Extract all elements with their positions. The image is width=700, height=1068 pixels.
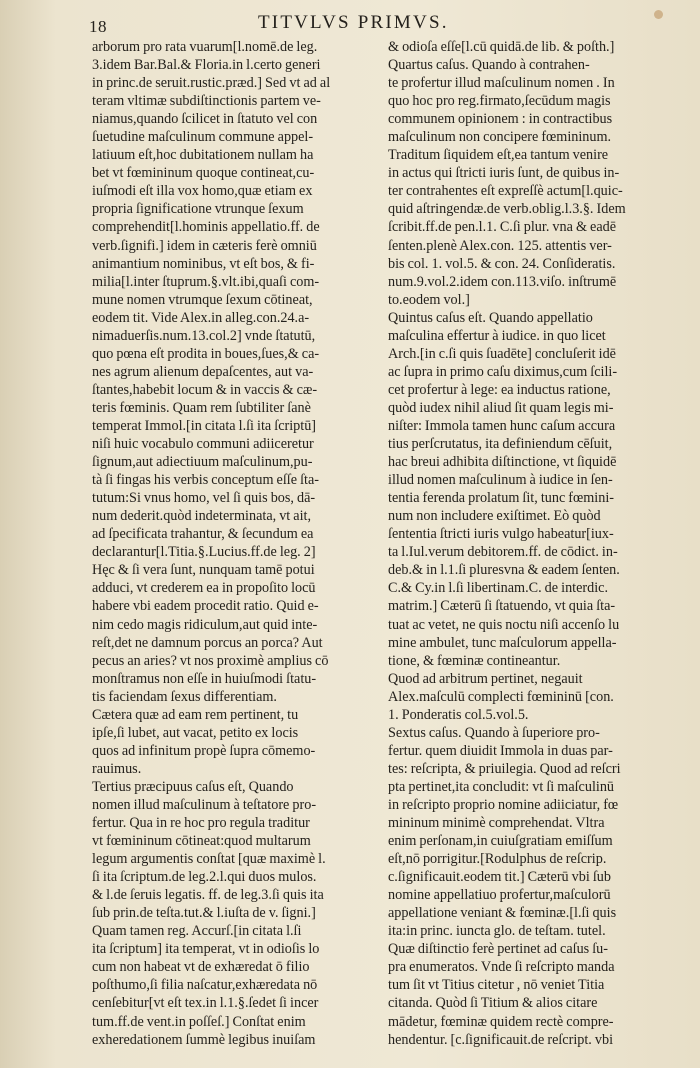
left-column xyxy=(92,38,368,1049)
paragraph: Cætera quæ ad eam rem pertinent, tu ipſe,ſi lubet, aut vacat, petito ex locis quos ad infinitum propè ſupra cōmemo- rauimus. xyxy=(92,706,316,777)
paper-stain xyxy=(654,10,663,19)
paragraph: Quod ad arbitrum pertinet, negauit Alex.maſculū complecti fœmininū [con. 1. Ponderatis col.5.vol.5. xyxy=(388,670,614,723)
running-head: TITVLVS PRIMVS. xyxy=(258,12,449,33)
paragraph: arborum pro rata vuarum[l.nomē.de leg. 3.idem Bar.Bal.& Floria.in l.certo generi in princ.de seruit.rustic.præd.] Sed vt ad al teram vltimæ subdiſtinctionis partem ve- niamus,quando ſcilicet in ſtatuto vel con ſuetudine maſculinum commune appel- latiuum eſt,hoc dubitationem nullam ha bet vt fœmininum quoque contineat,cu- iuſmodi eſt illa vox homo,quæ etiam ex propria ſignificatione vtrunque ſexum comprehendit[l.hominis appellatio.ff. de verb.ſignifi.] idem in cæteris ferè omniū animantium nominibus, vt eſt bos, & fi- milia[l.inter ſtuprum.§.vlt.ibi,quaſi com- mune nomen vtrumque ſexum cōtineat, eodem tit. Vide Alex.in alleg.con.24.a- nimaduerſis.num.13.col.2] vnde ſtatutū, quo pœna eſt prodita in boues,ſues,& ca- nes agrum alienum depaſcentes, aut va- ſtantes,habebit locum & in vaccis & cæ- teris fœminis. Quam rem ſubtiliter ſanè temperat Immol.[in citata l.ſi ita ſcriptū] niſi huic vocabulo communi adiiceretur ſignum,aut adiectiuum maſculinum,pu- tà ſi fingas his verbis conceptum eſſe ſta- tutum:Si vnus homo, vel ſi quis bos, dā- num dederit.quòd indeterminata, vt ait, ad ſpecificata trahantur, & ſecundum ea declarantur[l.Titia.§.Lucius.ff.de leg. 2] Hęc & ſi vera ſunt, nunquam tamē potui adduci, vt crederem ea in propoſito locū habere vbi eadem procedit ratio. Quid e- nim cedo magis ridiculum,aut quid inte- reſt,det ne damnum porcus an porca? Aut pecus an aries? vt nos proximè amplius cō monſtramus non eſſe in huiuſmodi ſtatu- tis faciendam ſexus differentiam. xyxy=(92,39,331,705)
paragraph: Tertius præcipuus caſus eſt, Quando nomen illud maſculinum à teſtatore pro- fertur. Qua in re hoc pro regula traditur vt fœmininum cōtineat:quod multarum legum argumentis conſtat [quæ maximè l. ſi ita ſcriptum.de leg.2.l.qui duos mulos. & l.de ſeruis legatis. ff. de leg.3.ſi quis ita ſub prin.de teſta.tut.& l.iuſta de v. ſigni.] xyxy=(92,778,326,922)
right-column xyxy=(388,38,650,1049)
paragraph: Sextus caſus. Quando à ſuperiore pro- fertur. quem diuidit Immola in duas par- tes: reſcripta, & priuilegia. Quod ad reſcri pta pertinet,ita concludit: vt ſi maſculinū in reſcripto proprio nomine adiiciatur, fœ mininum minimè comprehendat. Vltra enim perſonam,in cuiuſgratiam emiſſum eſt,nō porrigitur.[Rodulphus de reſcrip. c.ſignificauit.eodem tit.] Cæterū vbi ſub nomine appellatiuo profertur,maſculorū appellatione veniant & fœminæ.[l.ſi quis ita:in princ. iuncta glo. de teſtam. tutel. Quæ diſtinctio ferè pertinet ad caſus ſu- pra enumeratos. Vnde ſi reſcripto manda tum ſit vt Titius citetur , nō veniet Titia citanda. Quòd ſi Titium & alios citare mādetur, fœminæ quidem rectè compre- hendentur. [c.ſignificauit.de reſcript. vbi xyxy=(388,724,621,1048)
paragraph: Quartus caſus. Quando à contrahen- te profertur illud maſculinum nomen . In quo hoc pro reg.firmato,ſecūdum magis communem opinionem : in contractibus maſculinum non concipere fœmininum. Traditum ſiquidem eſt,ea tantum venire in actus qui ſtricti iuris ſunt, de quibus in- ter contrahentes eſt expreſſè actum[l.quic- quid aſtringendæ.de verb.oblig.l.3.§. Idem ſcribit.ff.de pen.l.1. C.ſi plur. vna & eadē ſenten.plenè Alex.con. 125. attentis ver- bis col. 1. vol.5. & con. 24. Conſideratis. num.9.vol.2.idem con.113.viſo. inſtrumē to.eodem vol.] xyxy=(388,57,626,308)
paragraph: & odioſa eſſe[l.cū quidā.de lib. & poſth.] xyxy=(388,39,615,55)
paragraph: Quintus caſus eſt. Quando appellatio maſculina effertur à iudice. in quo licet Arch.[in c.ſi quis ſuadēte] concluſerit idē ac ſupra in primo caſu diximus,cum ſcili- cet profertur à lege: ea inductus ratione, quòd iudex nihil aliud ſit quam legis mi- niſter: Immola tamen hunc caſum accura tius perſcrutatus, ita definiendum cēſuit, hac breui adhibita diſtinctione, vt ſiquidē illud nomen maſculinum à iudice in ſen- tentia ferenda prolatum ſit, tunc fœmini- num non includere exiſtimet. Eò quòd ſententia ſtricti iuris vulgo habeatur[iux- ta l.Iul.verum debitorem.ff. de cōdict. in- deb.& in l.1.ſi pluresvna & eadem ſenten. C.& Cy.in l.ſi libertinam.C. de interdic. matrim.] Cæterū ſi ſtatuendo, vt quia ſta- tuat ac vetet, ne quis noctu niſi accenſo lu mine ambulet, tunc maſculorum appella- tione, & fœminæ contineantur. xyxy=(388,309,620,669)
paragraph: Quam tamen reg. Accurſ.[in citata l.ſi ita ſcriptum] ita temperat, vt in odioſis lo cum non habeat vt de exhæredat ō filio poſthumo,ſi filia naſcatur,exhæredata nō cenſebitur[vt eſt tex.in l.1.§.ſedet ſi incer tum.ff.de vent.in poſſeſ.] Conſtat enim exheredationem ſummè legibus inuiſam xyxy=(92,923,320,1048)
page-number: 18 xyxy=(89,17,107,36)
